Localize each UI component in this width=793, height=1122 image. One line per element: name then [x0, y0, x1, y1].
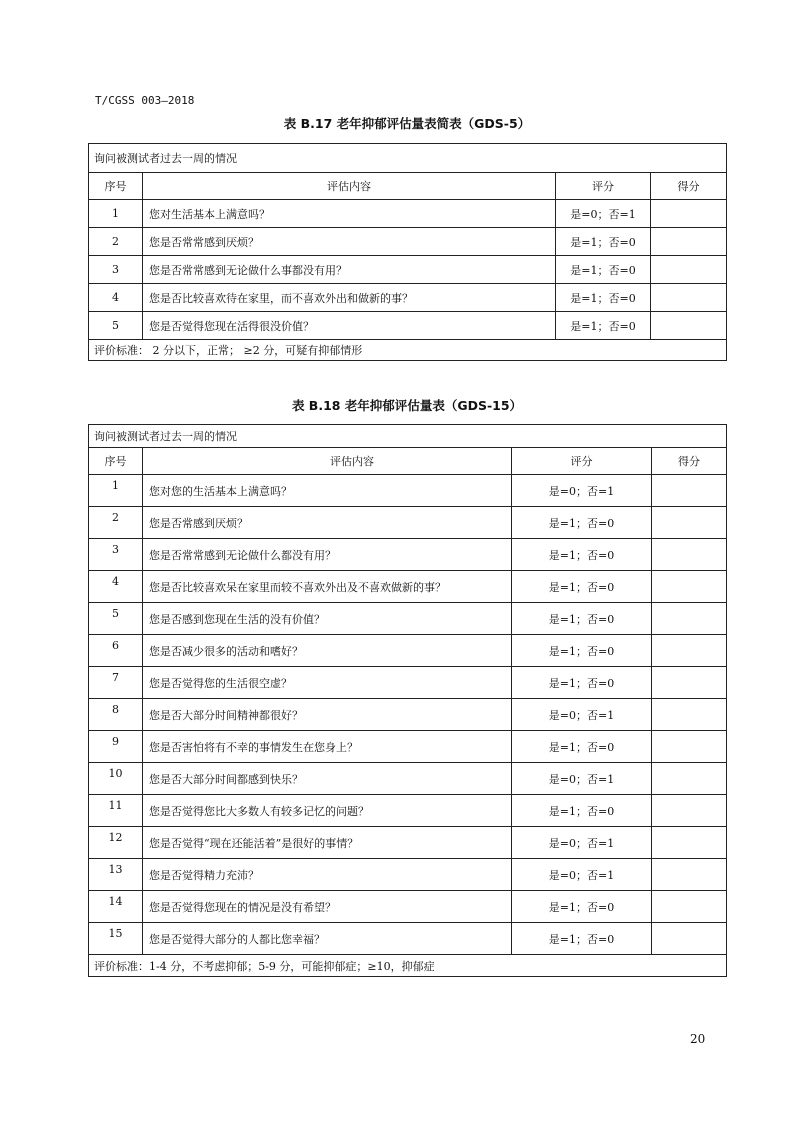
table-b17-title: 表 B.17 老年抑郁评估量表简表（GDS-5）	[283, 116, 531, 131]
table-row	[89, 859, 727, 891]
row-result-cell[interactable]	[652, 763, 727, 795]
row-question: 您是否减少很多的活动和嗜好？	[143, 635, 512, 667]
row-number: 3	[89, 539, 143, 571]
table-row	[89, 571, 727, 603]
row-scoring: 是=0；否=1	[512, 827, 652, 859]
row-result-cell[interactable]	[652, 667, 727, 699]
row-number: 8	[89, 699, 143, 731]
row-scoring: 是=0；否=1	[512, 475, 652, 507]
row-scoring: 是=1；否=0	[512, 795, 652, 827]
row-result-cell[interactable]	[652, 475, 727, 507]
table-row	[89, 827, 727, 859]
table-row	[89, 891, 727, 923]
row-result-cell[interactable]	[652, 923, 727, 955]
row-question: 您是否害怕将有不幸的事情发生在您身上？	[143, 731, 512, 763]
row-question: 您对生活基本上满意吗？	[143, 200, 556, 228]
table-row	[89, 539, 727, 571]
row-scoring: 是=1；否=0	[512, 603, 652, 635]
column-header-number: 序号	[89, 173, 143, 200]
table-row	[89, 312, 727, 340]
row-question: 您是否比较喜欢呆在家里而较不喜欢外出及不喜欢做新的事？	[143, 571, 512, 603]
row-number: 1	[89, 475, 143, 507]
row-scoring: 是=1；否=0	[512, 571, 652, 603]
row-number: 10	[89, 763, 143, 795]
row-question: 您是否觉得您的生活很空虚？	[143, 667, 512, 699]
row-result-cell[interactable]	[651, 228, 727, 256]
column-header-scoring: 评分	[556, 173, 651, 200]
table-row	[89, 635, 727, 667]
table-row	[89, 763, 727, 795]
row-result-cell[interactable]	[651, 256, 727, 284]
row-scoring: 是=1；否=0	[512, 667, 652, 699]
table-b18	[88, 424, 727, 977]
row-number: 15	[89, 923, 143, 955]
row-scoring: 是=0；否=1	[512, 763, 652, 795]
row-scoring: 是=1；否=0	[556, 256, 651, 284]
column-header-content: 评估内容	[143, 448, 512, 475]
row-question: 您是否觉得您比大多数人有较多记忆的问题？	[143, 795, 512, 827]
row-question: 您是否大部分时间精神都很好？	[143, 699, 512, 731]
row-scoring: 是=1；否=0	[556, 312, 651, 340]
table-row	[89, 284, 727, 312]
row-question: 您是否比较喜欢待在家里，而不喜欢外出和做新的事？	[143, 284, 556, 312]
row-question: 您是否感到您现在生活的没有价值？	[143, 603, 512, 635]
table-row	[89, 475, 727, 507]
row-number: 5	[89, 312, 143, 340]
row-question: 您是否觉得“现在还能活着”是很好的事情？	[143, 827, 512, 859]
column-header-scoring: 评分	[512, 448, 652, 475]
row-question: 您是否觉得您现在的情况是没有希望？	[143, 891, 512, 923]
row-result-cell[interactable]	[651, 284, 727, 312]
row-result-cell[interactable]	[652, 603, 727, 635]
row-result-cell[interactable]	[651, 200, 727, 228]
row-number: 7	[89, 667, 143, 699]
row-question: 您是否常感到厌烦？	[143, 507, 512, 539]
column-header-content: 评估内容	[143, 173, 556, 200]
table-b18-title: 表 B.18 老年抑郁评估量表（GDS-15）	[291, 398, 523, 413]
row-scoring: 是=0；否=1	[556, 200, 651, 228]
row-number: 4	[89, 571, 143, 603]
table-row	[89, 228, 727, 256]
row-number: 4	[89, 284, 143, 312]
row-scoring: 是=1；否=0	[512, 635, 652, 667]
row-number: 13	[89, 859, 143, 891]
table-b18-caption: 询问被测试者过去一周的情况	[89, 425, 727, 448]
row-number: 3	[89, 256, 143, 284]
row-question: 您是否常常感到无论做什么事都没有用？	[143, 256, 556, 284]
row-scoring: 是=1；否=0	[512, 923, 652, 955]
row-question: 您是否觉得您现在活得很没价值？	[143, 312, 556, 340]
table-b18-criteria: 评价标准：1-4 分，不考虑抑郁；5-9 分，可能抑郁症；≥10，抑郁症	[89, 955, 727, 977]
page-number: 20	[690, 1032, 706, 1046]
row-result-cell[interactable]	[652, 571, 727, 603]
table-row	[89, 699, 727, 731]
row-scoring: 是=0；否=1	[512, 699, 652, 731]
row-result-cell[interactable]	[652, 891, 727, 923]
row-number: 2	[89, 228, 143, 256]
table-b17-criteria: 评价标准： 2 分以下，正常； ≥2 分，可疑有抑郁情形	[89, 340, 727, 361]
row-result-cell[interactable]	[652, 699, 727, 731]
row-scoring: 是=0；否=1	[512, 859, 652, 891]
row-number: 14	[89, 891, 143, 923]
table-row	[89, 603, 727, 635]
row-scoring: 是=1；否=0	[556, 228, 651, 256]
row-result-cell[interactable]	[652, 859, 727, 891]
row-result-cell[interactable]	[652, 507, 727, 539]
row-question: 您对您的生活基本上满意吗？	[143, 475, 512, 507]
row-number: 9	[89, 731, 143, 763]
row-scoring: 是=1；否=0	[512, 891, 652, 923]
row-result-cell[interactable]	[652, 635, 727, 667]
row-question: 您是否常常感到厌烦？	[143, 228, 556, 256]
row-number: 2	[89, 507, 143, 539]
row-question: 您是否觉得精力充沛？	[143, 859, 512, 891]
row-scoring: 是=1；否=0	[512, 731, 652, 763]
row-scoring: 是=1；否=0	[556, 284, 651, 312]
table-row	[89, 667, 727, 699]
table-b17	[88, 143, 727, 361]
row-result-cell[interactable]	[652, 539, 727, 571]
row-question: 您是否常常感到无论做什么都没有用？	[143, 539, 512, 571]
row-number: 12	[89, 827, 143, 859]
table-row	[89, 256, 727, 284]
row-number: 1	[89, 200, 143, 228]
row-scoring: 是=1；否=0	[512, 539, 652, 571]
row-scoring: 是=1；否=0	[512, 507, 652, 539]
table-row	[89, 200, 727, 228]
row-number: 11	[89, 795, 143, 827]
column-header-result: 得分	[651, 173, 727, 200]
row-result-cell[interactable]	[652, 827, 727, 859]
table-row	[89, 731, 727, 763]
row-question: 您是否大部分时间都感到快乐？	[143, 763, 512, 795]
table-b17-caption: 询问被测试者过去一周的情况	[89, 144, 727, 173]
table-row	[89, 507, 727, 539]
row-result-cell[interactable]	[652, 731, 727, 763]
column-header-result: 得分	[652, 448, 727, 475]
row-result-cell[interactable]	[651, 312, 727, 340]
row-number: 5	[89, 603, 143, 635]
standard-code: T/CGSS 003—2018	[95, 94, 195, 107]
column-header-number: 序号	[89, 448, 143, 475]
table-row	[89, 795, 727, 827]
table-row	[89, 923, 727, 955]
row-number: 6	[89, 635, 143, 667]
row-question: 您是否觉得大部分的人都比您幸福？	[143, 923, 512, 955]
row-result-cell[interactable]	[652, 795, 727, 827]
